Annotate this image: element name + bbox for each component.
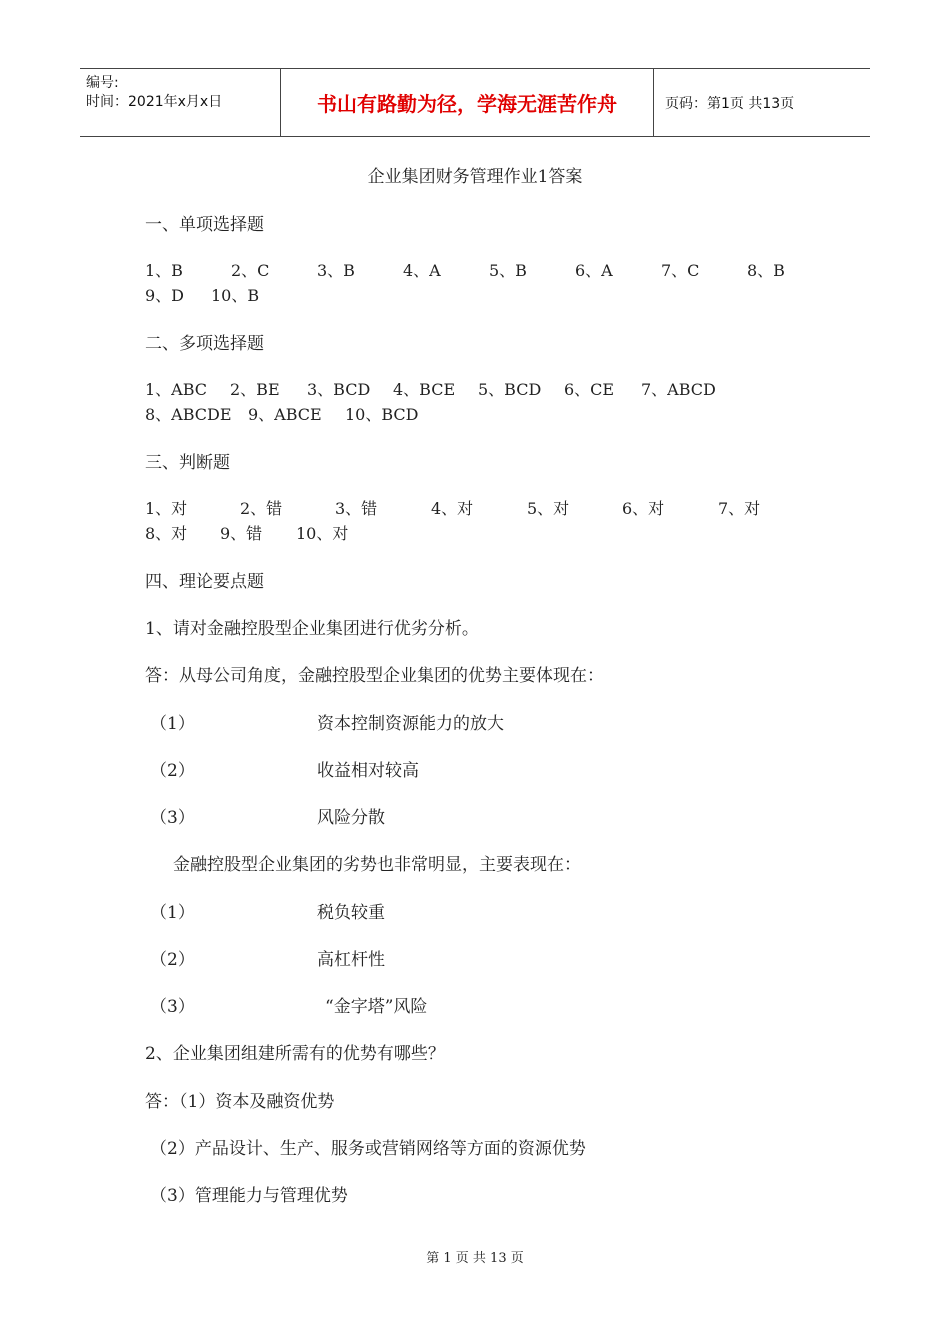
disadvantage-intro: 金融控股型企业集团的劣势也非常明显，主要表现在： [173, 855, 581, 875]
item-number: （2） [150, 950, 195, 970]
time-label: 时间：2021年x月x日 [86, 94, 223, 110]
item-number: （1） [150, 714, 195, 734]
section2-heading: 二、多项选择题 [145, 334, 264, 354]
answer-item: 7、ABCD [641, 380, 716, 399]
item-number: （3） [150, 808, 195, 828]
answer-item: 5、B [489, 261, 527, 280]
answer-item: 8、对 [145, 524, 188, 543]
answer-item: 3、BCD [307, 380, 371, 399]
answer-item: 10、B [211, 286, 260, 305]
header-meta [80, 69, 280, 136]
answer-item: 3、B [317, 261, 355, 280]
question-2: 2、企业集团组建所需有的优势有哪些？ [145, 1044, 445, 1064]
answer-item: 2、错 [240, 499, 283, 518]
question-1: 1、请对金融控股型企业集团进行优劣分析。 [145, 619, 479, 639]
answer-2-line: （2）产品设计、生产、服务或营销网络等方面的资源优势 [150, 1139, 586, 1159]
answer-item: 6、CE [564, 380, 615, 399]
header-motto: 书山有路勤为径，学海无涯苦作舟 [280, 69, 654, 136]
answer-item: 4、A [403, 261, 441, 280]
answer-item: 5、BCD [478, 380, 542, 399]
answer-item: 6、对 [622, 499, 665, 518]
item-text: 税负较重 [317, 903, 385, 923]
section3-heading: 三、判断题 [145, 453, 230, 473]
item-text: 高杠杆性 [317, 950, 385, 970]
answer-item: 7、C [661, 261, 700, 280]
answer-item: 9、错 [220, 524, 263, 543]
item-number: （1） [150, 903, 195, 923]
answer-2-line: 答：（1）资本及融资优势 [145, 1092, 335, 1112]
answer-item: 9、ABCE [248, 405, 322, 424]
answer-item: 3、错 [335, 499, 378, 518]
answer-item: 9、D [145, 286, 185, 305]
answer-item: 10、对 [296, 524, 349, 543]
section1-heading: 一、单项选择题 [145, 215, 264, 235]
answer-item: 1、B [145, 261, 183, 280]
answer-item: 7、对 [718, 499, 761, 518]
item-text: 风险分散 [317, 808, 385, 828]
header-page-info: 页码：第1页 共13页 [665, 95, 795, 112]
page-footer: 第 1 页 共 13 页 [426, 1251, 524, 1266]
section4-heading: 四、理论要点题 [145, 572, 264, 592]
answer-item: 5、对 [527, 499, 570, 518]
answer-item: 1、对 [145, 499, 188, 518]
answer-item: 4、BCE [393, 380, 456, 399]
answer-item: 1、ABC [145, 380, 208, 399]
answer-item: 8、B [747, 261, 785, 280]
answer-item: 2、C [231, 261, 270, 280]
item-text: “金字塔”风险 [325, 997, 428, 1017]
answer-item: 6、A [575, 261, 613, 280]
item-text: 资本控制资源能力的放大 [317, 714, 504, 734]
item-number: （2） [150, 761, 195, 781]
document-title: 企业集团财务管理作业1答案 [367, 167, 583, 187]
answer-1-intro: 答：从母公司角度，金融控股型企业集团的优势主要体现在： [145, 666, 604, 686]
item-number: （3） [150, 997, 195, 1017]
answer-item: 2、BE [230, 380, 280, 399]
answer-item: 10、BCD [345, 405, 419, 424]
answer-2-line: （3）管理能力与管理优势 [150, 1186, 348, 1206]
page-header [80, 68, 870, 137]
answer-item: 8、ABCDE [145, 405, 232, 424]
answer-item: 4、对 [431, 499, 474, 518]
item-text: 收益相对较高 [317, 761, 419, 781]
serial-label: 编号: [86, 75, 119, 91]
